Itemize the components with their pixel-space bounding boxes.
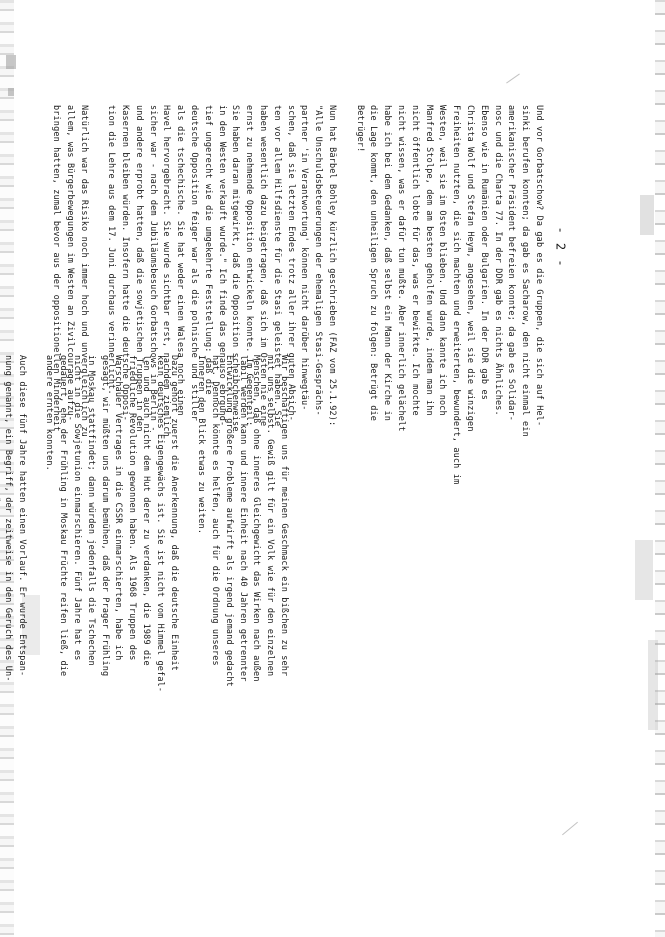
text-line: Nun hat Bärbel Bohley kürzlich geschrieben (FAZ vom 25.1.92):	[327, 105, 338, 427]
text-line: "Alle Unschuldsbeteuerungen der ehemaligen Stasi-Gesprächs-	[313, 105, 324, 416]
text-line: Westen, weil sie im Osten blieben. Und dann kannte ich noch	[437, 105, 448, 416]
text-line: nosc und die Charta 77. In der DDR gab es nichts Ähnliches.	[492, 105, 503, 416]
paragraph	[42, 355, 180, 835]
paragraph-gap	[338, 105, 352, 845]
scan-artifact	[6, 55, 16, 69]
text-line: Kasernen bleiben würden. Insofern hatte die deutsche Opposi-	[120, 105, 131, 422]
text-line: Betrüger!	[354, 105, 365, 153]
text-line: habe ich bei dem Gedanken, daß selbst ein Mann der Kirche in	[382, 105, 393, 422]
text-line: in Moskau stattfindet; dann würden jedenfalls die Tschechen	[85, 355, 96, 666]
text-line: Havel hervorgebracht. Sie wurde sichtbar erst, nachdem ziemlich	[161, 105, 172, 437]
text-line: tief ungerecht wie die umgekehrte Feststellung: daß die	[202, 105, 213, 395]
scan-artifact	[506, 74, 520, 84]
text-line: nicht wissen, was er dafür tun mußte. Aber innerlich gelächelt	[396, 105, 407, 432]
text-line: sinki berufen konnten; da gab es Sacharow, den nicht einmal ein	[520, 105, 531, 437]
page-number: - 2 -	[553, 226, 568, 268]
scan-artifact	[562, 822, 578, 836]
text-line: Freiheiten nutzten, die sich machten und erweiterten, bewundert, auch im	[451, 105, 462, 485]
text-line: Christa Wolf und Stefan Heym, angesehen, weil sie die winzigen	[465, 105, 476, 432]
text-line: mit uns selbst. Gewiß gilt für ein Volk wie für den einzelnen	[265, 355, 276, 677]
text-line: friedliche Revolution gewonnen haben. Als 1968 Truppen des	[127, 355, 138, 661]
text-line: nung genannt, ein Begriff, der zeitweise in den Geruch des Un-	[3, 355, 14, 682]
text-line: und andere erprobt hatten, daß die sowjetischen Truppen in den	[133, 105, 144, 432]
text-line: ten vor allem Hilfsdienste für die Stasi geleistet haben. Sie	[271, 105, 282, 427]
text-line: Dazu gehört zuerst die Anerkennung, daß die deutsche Einheit	[168, 355, 179, 672]
text-line: Sie haben daran mitgewirkt, daß die Opposition scheibchenweise	[230, 105, 241, 432]
scan-artifact	[8, 88, 14, 96]
text-line: amerikanischer Präsident befreien konnte; da gab es Solidar-	[506, 105, 517, 422]
text-line: Inneren den Blick etwas zu weiten.	[196, 355, 207, 535]
text-line: kein deutsches Eigengewächs ist. Sie ist nicht vom Himmel gefal-	[154, 355, 165, 693]
paragraph	[193, 355, 290, 835]
text-line: Natürlich war das Risiko noch immer hoch und unvergleichlich zu	[78, 105, 89, 437]
text-line: allem, was Bürgerbewegungen im Westen an Zivilcourage aufzu-	[64, 105, 75, 422]
text-line: schen, daß sie letzten Endes trotz aller ihrer guten Absich-	[285, 105, 296, 422]
paragraph	[0, 355, 28, 835]
text-line: nicht in die Sowjetunion einmarschieren. Fünf Jahre hat es	[72, 355, 83, 661]
text-line: tion die Lehre aus dem 17. Juni durchaus verinnerlicht.	[106, 105, 117, 395]
scan-artifact	[635, 540, 653, 600]
text-line: haben wesentlich dazu beigetragen, daß sich im Osten nie eine	[258, 105, 269, 427]
text-line: Auch diese fünf Jahre hatten einen Vorlauf. Er wurde Entspan-	[16, 355, 27, 677]
text-line: deutsche Opposition feiger war als die polnische und stiller	[189, 105, 200, 422]
scan-edge-right	[655, 0, 665, 937]
text-line: als die tschechische. Sie hat weder einen Walesa noch einen	[175, 105, 186, 416]
text-line: andere ernten konnten.	[44, 355, 55, 471]
text-line: labil werden kann und innere Einheit nach 40 Jahren getrennter	[237, 355, 248, 682]
text-line: gedauert, ehe der Frühling in Moskau Früchte reifen ließ, die	[58, 355, 69, 677]
text-line: Ebenso wie in Rumänien oder Bulgarien. In der DDR gab es	[478, 105, 489, 400]
text-line: Manfred Stolpe, dem am besten geholfen wurde, indem man ihn	[423, 105, 434, 416]
text-line: in den Westen verkauft wurde." Ich finde das genauso ebrgund-	[216, 105, 227, 427]
text-line: gesagt, wir müßten uns darum bemühen, daß der Prager Frühling	[99, 355, 110, 677]
text-line: partner 'in Verantwortung' können nicht darüber hinwegtäu-	[299, 105, 310, 411]
text-line: die Lage kommt, den unheiligen Spruch zu folgen: Betrügt die	[368, 105, 379, 422]
text-line: Menschen, daß ohne inneres Gleichgewicht das Wirken nach außen	[251, 355, 262, 682]
text-line: bringen hatten, zumal bevor aus der oppositionellen Minderheit	[51, 105, 62, 432]
text-line: Und vor Gorbatschow? Da gab es die Gruppen, die sich auf Hel-	[534, 105, 544, 427]
text-line: Wir beschäftigen uns für meinen Geschmack ein bißchen zu sehr	[279, 355, 289, 677]
text-line: len und auch nicht dem Hut derer zu verdanken, die 1989 die	[141, 355, 152, 666]
paragraph	[352, 105, 545, 845]
scan-artifact	[640, 195, 654, 235]
left-text-column	[0, 355, 290, 835]
scan-artifact	[648, 640, 658, 730]
text-line: sicher war - nach dem Jubiläumsbesuch Gorbatschows in Berlin -	[147, 105, 158, 432]
text-line: Entwicklung größere Probleme aufwirft als irgend jemand gedacht	[223, 355, 234, 687]
text-line: hat. Dennoch könnte es helfen, auch für die Ordnung unseres	[210, 355, 221, 666]
text-line: ernst zu nehmende Opposition entwickeln konnte. Im Gegenteil:	[244, 105, 255, 427]
paragraph-gap	[28, 355, 42, 835]
paragraph-gap	[180, 355, 194, 835]
text-line: nicht öffentlich lobte für das, was er bewirkte. Ich mochte	[409, 105, 420, 416]
text-line: Warschauer Vertrages in die CSSR einmarschierten, habe ich	[113, 355, 124, 661]
